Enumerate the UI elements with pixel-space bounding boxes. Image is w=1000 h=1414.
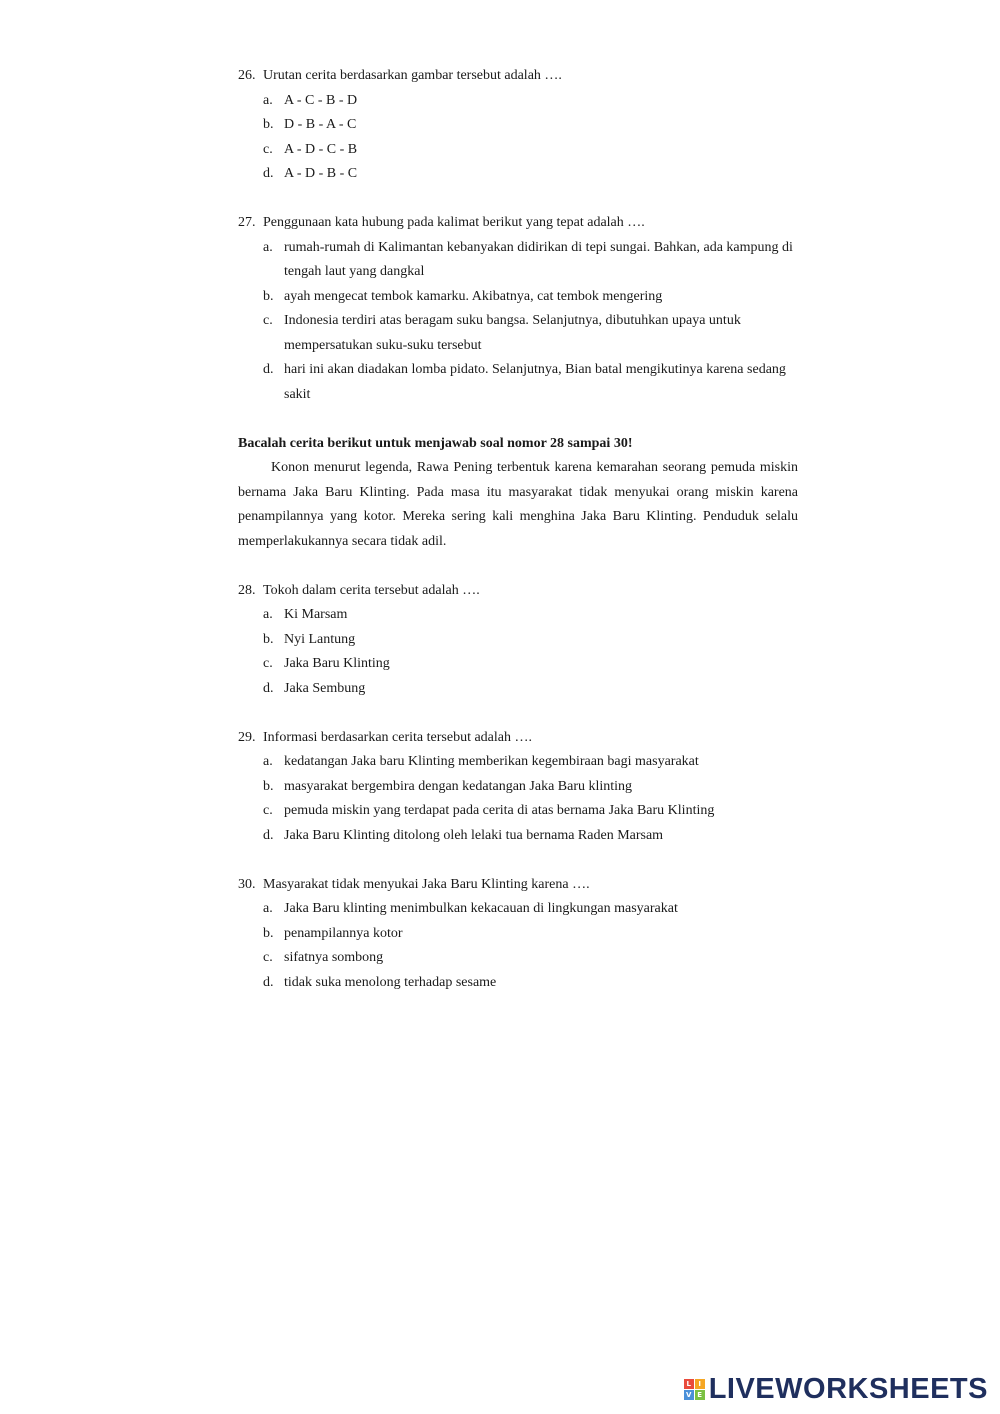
logo-mark-icon — [684, 1379, 705, 1400]
option-label: b. — [263, 925, 274, 941]
option-text: D - B - A - C — [284, 117, 357, 132]
answer-option[interactable] — [238, 677, 798, 702]
option-text: ayah mengecat tembok kamarku. Akibatnya, cat tembok mengering — [284, 288, 663, 304]
answer-option[interactable] — [238, 922, 798, 947]
answer-option[interactable] — [238, 113, 798, 138]
question-line — [238, 579, 798, 604]
option-label: d. — [263, 974, 274, 990]
answer-option[interactable] — [238, 89, 798, 114]
option-text: pemuda miskin yang terdapat pada cerita di atas bernama Jaka Baru Klinting — [284, 803, 715, 818]
option-label: c. — [263, 141, 273, 157]
option-text: tidak suka menolong terhadap sesame — [284, 974, 497, 990]
option-text: hari ini akan diadakan lomba pidato. Selanjutnya, Bian batal mengikutinya karena sedang sakit — [284, 362, 786, 402]
option-label: a. — [263, 754, 273, 769]
option-text: A - C - B - D — [284, 92, 358, 108]
question-text: Masyarakat tidak menyukai Jaka Baru Klinting karena …. — [263, 876, 590, 892]
option-label: c. — [263, 313, 273, 328]
answer-option[interactable] — [238, 138, 798, 163]
spacer — [238, 554, 798, 579]
answer-option[interactable] — [238, 358, 798, 407]
spacer — [238, 995, 798, 1020]
question-item — [238, 579, 798, 726]
answer-option[interactable] — [238, 236, 798, 285]
option-text: Jaka Sembung — [284, 680, 366, 696]
spacer — [238, 701, 798, 726]
option-text: rumah-rumah di Kalimantan kebanyakan didirikan di tepi sungai. Bahkan, ada kampung di tengah laut yang dangkal — [284, 239, 793, 279]
option-label: c. — [263, 656, 273, 671]
option-label: b. — [263, 288, 274, 304]
option-text: kedatangan Jaka baru Klinting memberikan kegembiraan bagi masyarakat — [284, 754, 699, 769]
option-label: a. — [263, 901, 273, 916]
answer-option[interactable] — [238, 750, 798, 775]
spacer — [238, 407, 798, 432]
option-label: c. — [263, 950, 273, 965]
liveworksheets-logo — [684, 1373, 988, 1406]
question-line — [238, 726, 798, 751]
question-number: 30. — [238, 876, 256, 892]
option-list — [238, 603, 798, 701]
option-label: b. — [263, 117, 274, 132]
answer-option[interactable] — [238, 652, 798, 677]
answer-option[interactable] — [238, 897, 798, 922]
option-text: sifatnya sombong — [284, 950, 384, 965]
question-item — [238, 211, 798, 432]
question-number: 27. — [238, 215, 256, 230]
option-label: d. — [263, 166, 274, 181]
question-number: 29. — [238, 729, 256, 745]
reading-story: Konon menurut legenda, Rawa Pening terbentuk karena kemarahan seorang pemuda miskin bernama Jaka Baru Klinting. Pada masa itu masyarakat tidak menyukai orang miskin karena penampilannya yang kotor. Mereka sering kali menghina Jaka Baru Klinting. Penduduk selalu memperlakukannya secara tidak adil. — [238, 460, 798, 549]
logo-mark-tile: L — [684, 1379, 694, 1389]
question-text: Penggunaan kata hubung pada kalimat berikut yang tepat adalah …. — [263, 215, 645, 230]
option-label: b. — [263, 778, 274, 794]
option-text: A - D - B - C — [284, 166, 358, 181]
option-label: a. — [263, 239, 273, 255]
option-list — [238, 897, 798, 995]
option-text: Jaka Baru Klinting ditolong oleh lelaki tua bernama Raden Marsam — [284, 827, 664, 843]
logo-mark-tile: I — [695, 1379, 705, 1389]
option-text: Jaka Baru Klinting — [284, 656, 390, 671]
question-item — [238, 64, 798, 211]
answer-option[interactable] — [238, 824, 798, 849]
question-line — [238, 211, 798, 236]
answer-option[interactable] — [238, 162, 798, 187]
option-list — [238, 750, 798, 848]
option-text: Nyi Lantung — [284, 631, 356, 647]
answer-option[interactable] — [238, 971, 798, 996]
question-text: Urutan cerita berdasarkan gambar tersebut adalah …. — [263, 68, 562, 83]
question-line — [238, 873, 798, 898]
option-label: d. — [263, 362, 274, 377]
answer-option[interactable] — [238, 946, 798, 971]
worksheet-page — [238, 64, 798, 1020]
answer-option[interactable] — [238, 799, 798, 824]
logo-mark-tile: V — [684, 1390, 694, 1400]
option-label: c. — [263, 803, 273, 818]
spacer — [238, 187, 798, 212]
question-number: 28. — [238, 582, 256, 598]
question-text: Tokoh dalam cerita tersebut adalah …. — [263, 582, 480, 598]
question-list-a — [238, 64, 798, 432]
option-text: Indonesia terdiri atas beragam suku bangsa. Selanjutnya, dibutuhkan upaya untuk mempersatukan suku-suku tersebut — [284, 313, 741, 353]
option-text: masyarakat bergembira dengan kedatangan Jaka Baru klinting — [284, 778, 633, 794]
question-item — [238, 726, 798, 873]
question-line — [238, 64, 798, 89]
answer-option[interactable] — [238, 603, 798, 628]
option-label: a. — [263, 607, 273, 622]
logo-text: LIVEWORKSHEETS — [708, 1373, 988, 1405]
answer-option[interactable] — [238, 628, 798, 653]
option-label: b. — [263, 631, 274, 647]
answer-option[interactable] — [238, 285, 798, 310]
question-list-b — [238, 579, 798, 1020]
option-text: Ki Marsam — [284, 607, 348, 622]
option-text: penampilannya kotor — [284, 925, 403, 941]
option-list — [238, 236, 798, 408]
option-list — [238, 89, 798, 187]
option-text: Jaka Baru klinting menimbulkan kekacauan di lingkungan masyarakat — [284, 901, 678, 916]
answer-option[interactable] — [238, 775, 798, 800]
question-number: 26. — [238, 68, 256, 83]
spacer — [238, 848, 798, 873]
question-text: Informasi berdasarkan cerita tersebut adalah …. — [263, 729, 532, 745]
option-label: d. — [263, 827, 274, 843]
answer-option[interactable] — [238, 309, 798, 358]
option-text: A - D - C - B — [284, 141, 358, 157]
option-label: d. — [263, 680, 274, 696]
question-item — [238, 873, 798, 1020]
logo-mark-tile: E — [695, 1390, 705, 1400]
option-label: a. — [263, 92, 273, 108]
reading-instruction: Bacalah cerita berikut untuk menjawab soal nomor 28 sampai 30! — [238, 435, 633, 451]
